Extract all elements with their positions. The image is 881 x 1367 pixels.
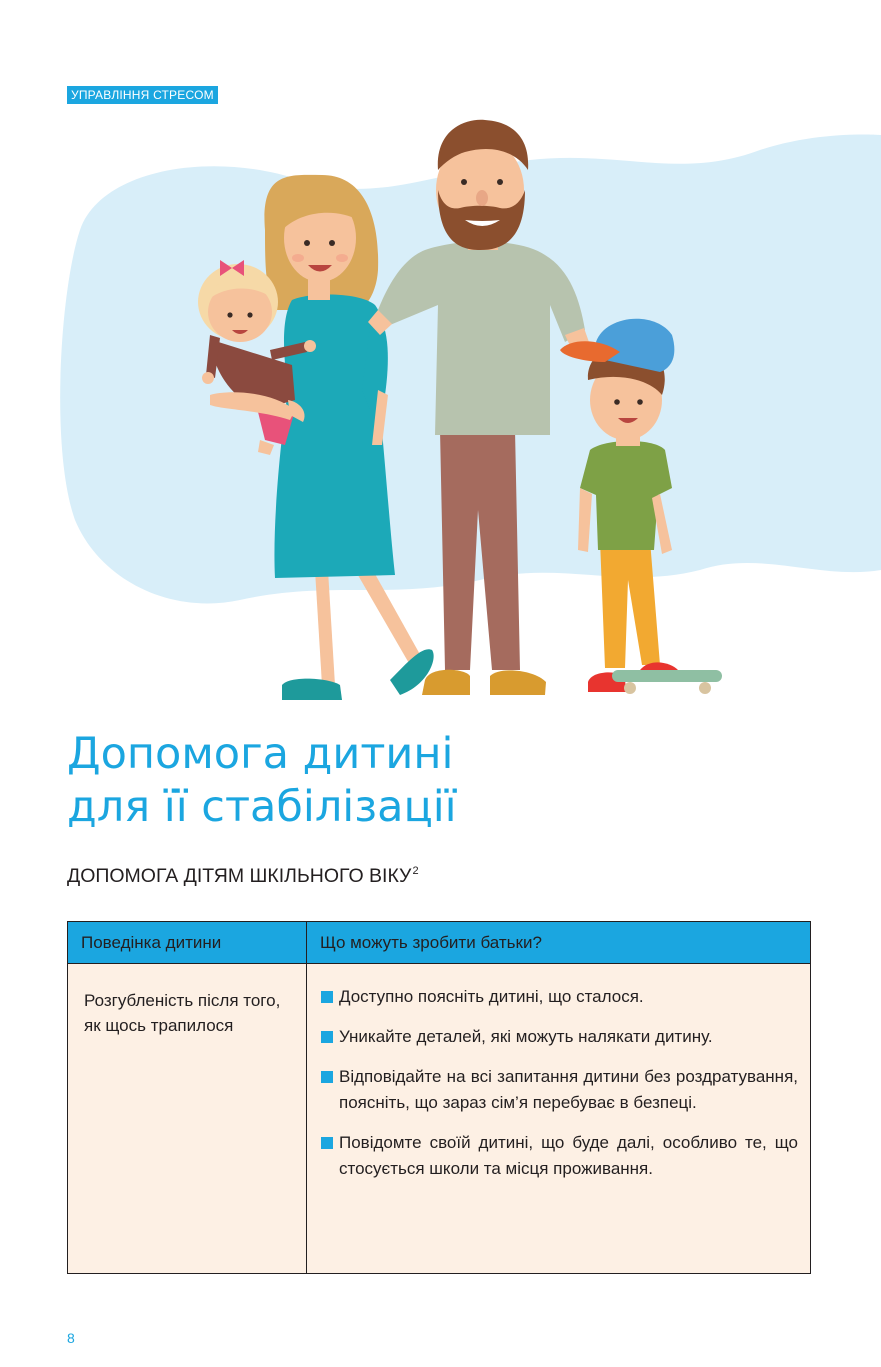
action-text: Доступно поясніть дитині, що сталося. — [339, 987, 644, 1006]
guidance-table — [67, 921, 811, 1274]
footnote-marker: 2 — [412, 865, 419, 877]
subtitle-text: ДОПОМОГА ДІТЯМ ШКІЛЬНОГО ВІКУ — [67, 865, 412, 887]
behavior-cell: Розгубленість після того, як щось трапилося — [68, 964, 307, 1273]
page-number: 8 — [67, 1330, 75, 1346]
list-item — [319, 984, 798, 1010]
section-tag: УПРАВЛІННЯ СТРЕСОМ — [67, 86, 218, 104]
actions-list — [319, 984, 798, 1182]
table-header-behavior: Поведінка дитини — [68, 922, 307, 964]
title-line-1: Допомога дитині — [67, 729, 454, 779]
subtitle — [67, 865, 419, 888]
action-text: Відповідайте на всі запитання дитини без роздратування, поясніть, що зараз сім’я перебуває в безпеці. — [339, 1067, 798, 1112]
square-bullet-icon — [321, 991, 333, 1003]
square-bullet-icon — [321, 1031, 333, 1043]
action-text: Уникайте деталей, які можуть налякати дитину. — [339, 1027, 713, 1046]
action-text: Повідомте своїй дитині, що буде далі, особливо те, що стосується школи та місця проживання. — [339, 1133, 798, 1178]
actions-cell — [307, 964, 810, 1273]
title-line-2: для її стабілізації — [67, 782, 457, 832]
square-bullet-icon — [321, 1137, 333, 1149]
page-title — [67, 728, 457, 834]
table-header-actions: Що можуть зробити батьки? — [307, 922, 810, 964]
square-bullet-icon — [321, 1071, 333, 1083]
family-illustration — [60, 110, 881, 720]
list-item — [319, 1064, 798, 1116]
list-item — [319, 1130, 798, 1182]
list-item — [319, 1024, 798, 1050]
